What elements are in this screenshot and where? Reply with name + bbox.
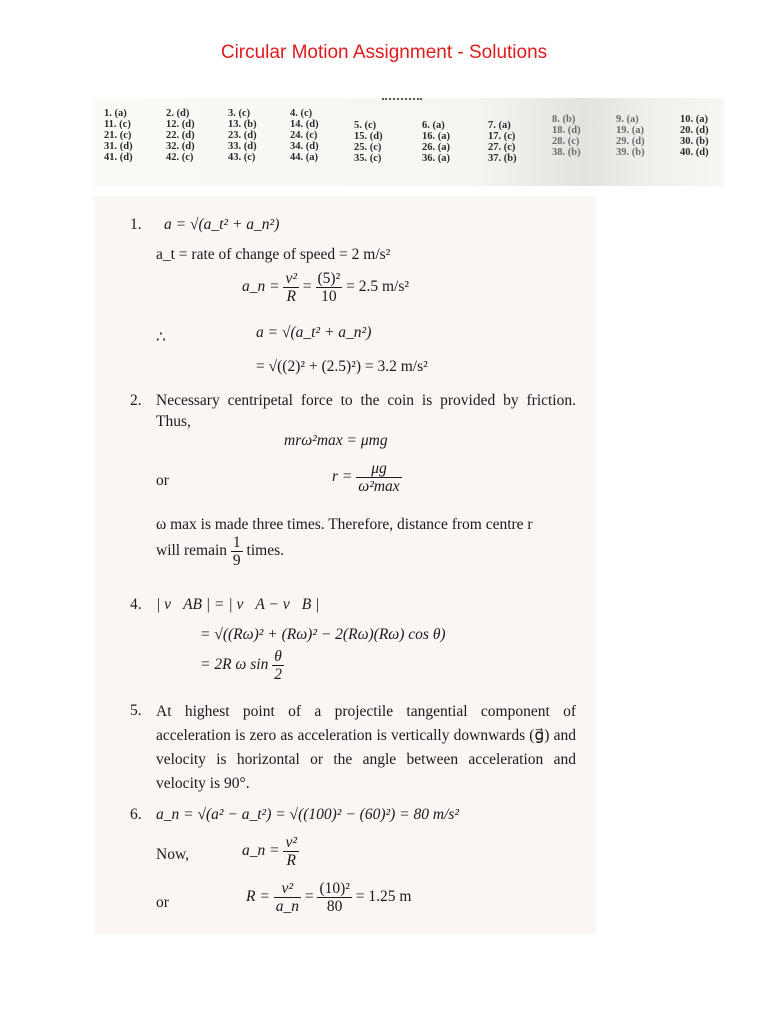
solution-2-eq1: mrω²max = μmg	[284, 432, 388, 449]
denominator: ω²max	[358, 478, 400, 496]
answer-key-entry: 38. (b)	[552, 147, 581, 158]
numerator: v²	[274, 880, 301, 898]
answer-key-column	[680, 114, 709, 158]
solution-4-eq3	[200, 648, 284, 683]
text-part: will remain	[156, 542, 228, 560]
answer-key-entry: 20. (d)	[680, 125, 709, 136]
answer-key-entry: 8. (b)	[552, 114, 576, 125]
answer-key-entry: 30. (b)	[680, 136, 709, 147]
answer-key-entry: 7. (a)	[488, 120, 511, 131]
numerator: θ	[272, 648, 284, 666]
solution-6-number: 6.	[130, 806, 142, 823]
fraction	[356, 460, 401, 495]
solution-2-number: 2.	[130, 392, 142, 409]
answer-key-entry: 29. (d)	[616, 136, 645, 147]
answer-key-entry: 39. (b)	[616, 147, 645, 158]
fraction	[231, 534, 243, 569]
answer-key-entry: 4. (c)	[290, 108, 313, 119]
answer-key-entry: 26. (a)	[422, 142, 450, 153]
solution-6-eq3: R = $\frac{\text{v²}}{a\_n}$ = $\frac{\text{(10)²}}{80}$ = 1.25 m	[246, 880, 412, 916]
eq-lhs: r =	[332, 468, 353, 486]
answer-key-entry: 5. (c)	[354, 120, 377, 131]
eq-lhs: R =	[246, 888, 270, 906]
answer-key-entry: 6. (a)	[422, 120, 445, 131]
answer-key-entry: 35. (c)	[354, 153, 382, 164]
answer-key-column	[422, 120, 450, 164]
eq-lhs: a_n =	[242, 842, 280, 860]
answer-key-column	[166, 108, 195, 163]
answer-key-entry: 33. (d)	[228, 141, 257, 152]
answer-key-strip	[92, 98, 724, 186]
page-title: Circular Motion Assignment - Solutions	[220, 42, 548, 63]
solution-2-text: Necessary centripetal force to the coin is provided by friction. Thus,	[156, 392, 576, 430]
fraction	[283, 834, 299, 869]
answer-key-entry: 40. (d)	[680, 147, 709, 158]
solution-1-eq4: a = √(a_t² + a_n²)	[256, 324, 372, 341]
numerator: v²	[285, 834, 297, 851]
answer-key-entry: 28. (c)	[552, 136, 580, 147]
solution-4-number: 4.	[130, 596, 142, 613]
now-label: Now,	[156, 846, 190, 863]
solution-2-eq2	[332, 460, 402, 495]
denominator: R	[286, 852, 296, 870]
eq-result: = 1.25 m	[355, 888, 412, 906]
denominator: R	[286, 288, 296, 306]
denominator: 10	[321, 288, 337, 306]
solution-2-text2: ω max is made three times. Therefore, distance from centre r	[156, 516, 533, 533]
solution-6-eq1: a_n = √(a² − a_t²) = √((100)² − (60)²) = 80 m/s²	[156, 806, 460, 823]
answer-key-column	[488, 120, 517, 164]
solution-5-number: 5.	[130, 702, 142, 719]
solution-5-text: At highest point of a projectile tangential component of acceleration is zero as acceleration is vertically downwards (g⃗) and velocity is horizontal or the angle between acceleration and velocity is 90°.	[156, 703, 576, 792]
or-label: or	[156, 894, 169, 911]
answer-key-entry: 10. (a)	[680, 114, 708, 125]
answer-key-entry: 41. (d)	[104, 152, 133, 163]
answer-key-entry: 23. (d)	[228, 130, 257, 141]
answer-key-entry: 37. (b)	[488, 153, 517, 164]
answer-key-column	[228, 108, 257, 163]
answer-key-column	[354, 120, 383, 164]
denominator: a_n	[275, 898, 299, 916]
text-part: times.	[246, 542, 284, 560]
answer-key-entry: 18. (d)	[552, 125, 581, 136]
answer-key-entry: 1. (a)	[104, 108, 127, 119]
answer-key-entry: 11. (c)	[104, 119, 131, 130]
therefore-symbol: ∴	[156, 329, 166, 346]
solution-1-eq1: a = √(a_t² + a_n²)	[164, 216, 280, 233]
solution-1-eq5: = √((2)² + (2.5)²) = 3.2 m/s²	[256, 358, 428, 375]
numerator: (10)²	[319, 880, 350, 897]
answer-key-entry: 15. (d)	[354, 131, 383, 142]
answer-key-column	[552, 114, 581, 158]
answer-key-entry: 32. (d)	[166, 141, 195, 152]
answer-key-entry: 24. (c)	[290, 130, 318, 141]
solution-6-eq2	[242, 834, 299, 869]
answer-key-entry: 34. (d)	[290, 141, 319, 152]
eq-lhs: = 2R ω sin	[200, 656, 269, 674]
eq-result: = 2.5 m/s²	[346, 278, 410, 296]
answer-key-column	[290, 108, 319, 163]
answer-key-entry: 2. (d)	[166, 108, 190, 119]
answer-key-entry: 43. (c)	[228, 152, 256, 163]
answer-key-entry: 14. (d)	[290, 119, 319, 130]
answer-key-entry: 36. (a)	[422, 153, 450, 164]
denominator: 9	[232, 552, 241, 570]
fraction	[317, 880, 351, 915]
denominator: 2	[274, 666, 282, 684]
or-label: or	[156, 472, 169, 489]
answer-key-entry: 25. (c)	[354, 142, 382, 153]
solution-2-text3	[156, 534, 284, 569]
numerator: v²	[285, 270, 297, 287]
answer-key-entry: 27. (c)	[488, 142, 516, 153]
answer-key-entry: 13. (b)	[228, 119, 257, 130]
solution-1-eq2: a_t = rate of change of speed = 2 m/s²	[156, 246, 391, 263]
eq-lhs: a_n =	[242, 278, 280, 296]
solution-4-eq2: = √((Rω)² + (Rω)² − 2(Rω)(Rω) cos θ)	[200, 626, 446, 643]
answer-key-entry: 22. (d)	[166, 130, 195, 141]
answer-key-column	[104, 108, 133, 163]
answer-key-entry: 42. (c)	[166, 152, 194, 163]
numerator: μg	[356, 460, 401, 478]
fraction	[316, 270, 343, 305]
fraction	[274, 880, 301, 915]
solution-1-number: 1.	[130, 216, 142, 233]
numerator: 1	[232, 534, 241, 551]
fraction	[272, 648, 284, 683]
answer-key-entry: 12. (d)	[166, 119, 195, 130]
solution-4-eq1: | v⃗AB | = | v⃗A − v⃗B |	[156, 596, 320, 613]
scan-artifact	[382, 98, 422, 103]
answer-key-entry: 16. (a)	[422, 131, 450, 142]
solutions-page	[94, 196, 596, 934]
answer-key-entry: 17. (c)	[488, 131, 516, 142]
answer-key-column	[616, 114, 645, 158]
fraction	[283, 270, 299, 305]
answer-key-entry: 44. (a)	[290, 152, 318, 163]
answer-key-entry: 3. (c)	[228, 108, 251, 119]
answer-key-entry: 19. (a)	[616, 125, 644, 136]
solution-1-eq3: a_n = $\frac{\text{v²}}{R}$ = $\frac{\text{(5)²}}{10}$ = 2.5 m/s²	[242, 270, 410, 306]
denominator: 80	[326, 898, 343, 916]
answer-key-entry: 31. (d)	[104, 141, 133, 152]
numerator: (5)²	[317, 270, 341, 287]
answer-key-entry: 21. (c)	[104, 130, 132, 141]
answer-key-entry: 9. (a)	[616, 114, 639, 125]
